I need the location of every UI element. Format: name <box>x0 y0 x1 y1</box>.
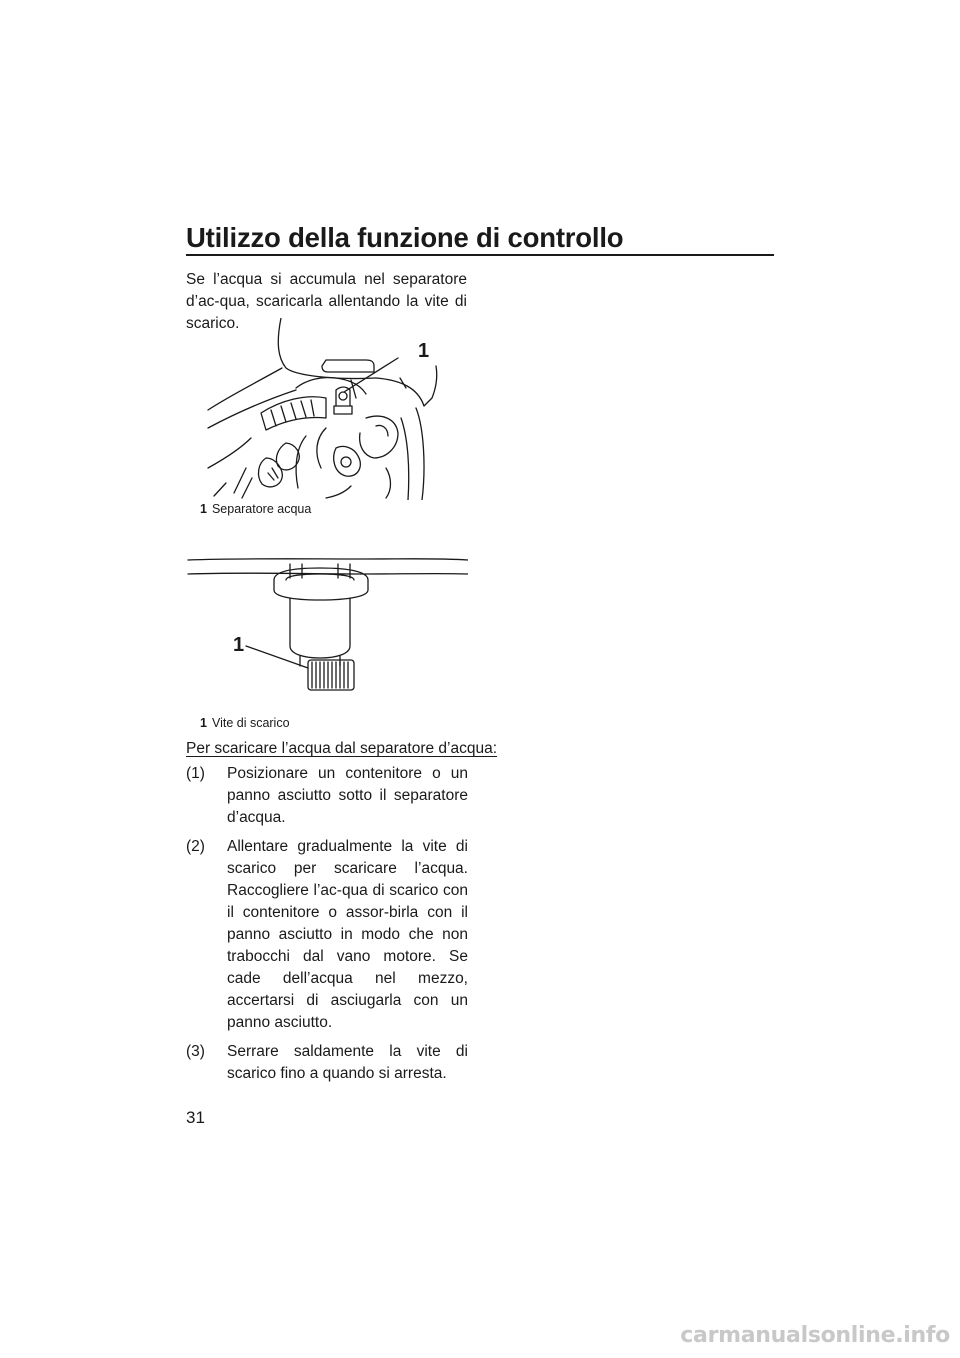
procedure-step <box>186 763 468 829</box>
step-text: Allentare gradualmente la vite di scarico per scaricare l’acqua. Raccogliere l’ac-qua di scarico con il contenitore o assor-birla con il panno asciutto in modo che non trabocchi dal vano motore. Se cade dell’acqua nel mezzo, accertarsi di asciugarla con un panno asciutto. <box>227 838 468 1031</box>
procedure-step <box>186 1041 468 1085</box>
figure1-caption-number: 1 <box>200 502 207 516</box>
step-number: (3) <box>186 1043 205 1060</box>
page-number: 31 <box>186 1108 205 1127</box>
page-title: Utilizzo della funzione di controllo <box>186 222 624 253</box>
figure2-caption-number: 1 <box>200 716 207 730</box>
step-number: (2) <box>186 838 205 855</box>
figure2-caption-text: Vite di scarico <box>211 716 290 730</box>
figure-engine-bay <box>186 318 468 500</box>
procedure-steps <box>186 763 468 1092</box>
title-rule <box>186 254 774 256</box>
drain-screw-illustration <box>186 556 468 692</box>
procedure-heading: Per scaricare l’acqua dal separatore d’acqua: <box>186 740 498 757</box>
figure2-callout: 1 <box>233 634 245 656</box>
watermark: carmanualsonline.info <box>680 1323 950 1348</box>
step-number: (1) <box>186 765 205 782</box>
figure-drain-screw <box>186 556 468 692</box>
step-text: Posizionare un contenitore o un panno asciutto sotto il separatore d’acqua. <box>227 765 468 826</box>
intro-paragraph: Se l’acqua si accumula nel separatore d’ac-qua, scaricarla allentando la vite di scarico. <box>186 271 467 332</box>
figure1-callout: 1 <box>418 340 430 362</box>
figure1-caption-text: Separatore acqua <box>211 502 312 516</box>
figure2-caption <box>200 716 290 730</box>
figure1-caption <box>200 502 311 516</box>
procedure-step <box>186 836 468 1034</box>
step-text: Serrare saldamente la vite di scarico fino a quando si arresta. <box>227 1043 468 1082</box>
